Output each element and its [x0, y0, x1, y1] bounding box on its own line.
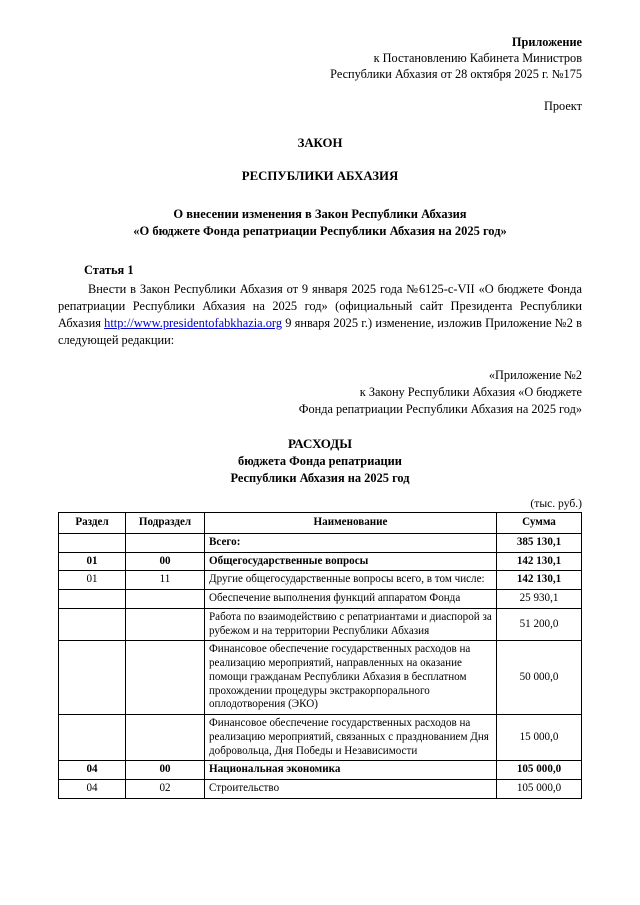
table-row: [59, 761, 582, 780]
cell-podrazdel: [126, 608, 205, 641]
cell-razdel: [59, 641, 126, 715]
table-row: [59, 552, 582, 571]
cell-name: Обеспечение выполнения функций аппаратом Фонда: [205, 590, 497, 609]
cell-name: Финансовое обеспечение государственных расходов на реализацию мероприятий, связанных с празднованием Дня добровольца, Дня Победы и Независимости: [205, 715, 497, 761]
cell-podrazdel: 11: [126, 571, 205, 590]
cell-razdel: [59, 533, 126, 552]
cell-podrazdel: [126, 590, 205, 609]
table-row: [59, 715, 582, 761]
cell-summa: 142 130,1: [497, 571, 582, 590]
cell-razdel: 01: [59, 552, 126, 571]
cell-razdel: [59, 715, 126, 761]
cell-name: Общегосударственные вопросы: [205, 552, 497, 571]
cell-name: Другие общегосударственные вопросы всего, в том числе:: [205, 571, 497, 590]
cell-summa: 15 000,0: [497, 715, 582, 761]
cell-name: Строительство: [205, 780, 497, 799]
attachment-reference: [58, 367, 582, 418]
law-title: ЗАКОН: [297, 135, 343, 150]
table-header-row: [59, 513, 582, 534]
cell-summa: 50 000,0: [497, 641, 582, 715]
header-resolution-date: Республики Абхазия от 28 октября 2025 г. №175: [330, 67, 582, 82]
cell-podrazdel: 02: [126, 780, 205, 799]
budget-table: [58, 512, 582, 799]
law-subject-line-2: «О бюджете Фонда репатриации Республики Абхазия на 2025 год»: [133, 224, 507, 239]
attachment-line-3: Фонда репатриации Республики Абхазия на 2025 год»: [298, 401, 582, 416]
republic-title: РЕСПУБЛИКИ АБХАЗИЯ: [241, 168, 399, 183]
draft-label: Проект: [544, 98, 582, 113]
cell-razdel: [59, 590, 126, 609]
cell-podrazdel: [126, 641, 205, 715]
cell-podrazdel: [126, 715, 205, 761]
cell-name: Финансовое обеспечение государственных расходов на реализацию мероприятий, направленных на оказание помощи гражданам Республики Абхазия в бесплатном прохождении процедуры экстракорпорального оплодотворения (ЭКО): [205, 641, 497, 715]
header-attachment-label: Приложение: [511, 35, 582, 49]
article-paragraph: [58, 281, 582, 348]
table-row: [59, 641, 582, 715]
column-header-podrazdel: Подраздел: [126, 513, 205, 534]
table-row: [59, 590, 582, 609]
column-header-razdel: Раздел: [59, 513, 126, 534]
cell-summa: 385 130,1: [497, 533, 582, 552]
cell-name: Национальная экономика: [205, 761, 497, 780]
cell-name: Работа по взаимодействию с репатриантами и диаспорой за рубежом и на территории Республики Абхазия: [205, 608, 497, 641]
cell-summa: 51 200,0: [497, 608, 582, 641]
expenses-title: РАСХОДЫ: [288, 435, 352, 451]
cell-summa: 105 000,0: [497, 780, 582, 799]
expenses-subtitle: [58, 453, 582, 488]
cell-razdel: 04: [59, 780, 126, 799]
table-row: [59, 571, 582, 590]
cell-podrazdel: 00: [126, 552, 205, 571]
cell-summa: 25 930,1: [497, 590, 582, 609]
cell-summa: 105 000,0: [497, 761, 582, 780]
cell-razdel: 01: [59, 571, 126, 590]
table-row: [59, 780, 582, 799]
cell-podrazdel: [126, 533, 205, 552]
president-site-link[interactable]: http://www.presidentofabkhazia.org: [104, 315, 283, 330]
column-header-summa: Сумма: [497, 513, 582, 534]
law-subject-line-1: О внесении изменения в Закон Республики Абхазия: [173, 206, 467, 221]
units-label: (тыс. руб.): [530, 497, 582, 511]
cell-name: Всего:: [205, 533, 497, 552]
cell-razdel: 04: [59, 761, 126, 780]
table-row: [59, 533, 582, 552]
expenses-subtitle-line-2: Республики Абхазия на 2025 год: [230, 470, 410, 485]
document-header: [58, 34, 582, 83]
attachment-line-1: «Приложение №2: [488, 367, 582, 382]
attachment-line-2: к Закону Республики Абхазия «О бюджете: [359, 384, 582, 399]
cell-podrazdel: 00: [126, 761, 205, 780]
header-resolution-line: к Постановлению Кабинета Министров: [373, 51, 582, 66]
cell-summa: 142 130,1: [497, 552, 582, 571]
table-row: [59, 608, 582, 641]
article-text-part-2: 9 января 2025 г.) изменение, изложив Приложение №2 в следующей редакции:: [58, 315, 582, 347]
expenses-subtitle-line-1: бюджета Фонда репатриации: [238, 453, 402, 468]
article-heading: Статья 1: [84, 263, 134, 278]
column-header-name: Наименование: [205, 513, 497, 534]
article-text-part-1: Внести в Закон Республики Абхазия от 9 января 2025 года №6125-с-VII «О бюджете Фонда репатриации Республики Абхазия на 2025 год» (официальный сайт Президента Республики Абхазия: [58, 282, 582, 330]
cell-razdel: [59, 608, 126, 641]
law-subject: [58, 206, 582, 242]
